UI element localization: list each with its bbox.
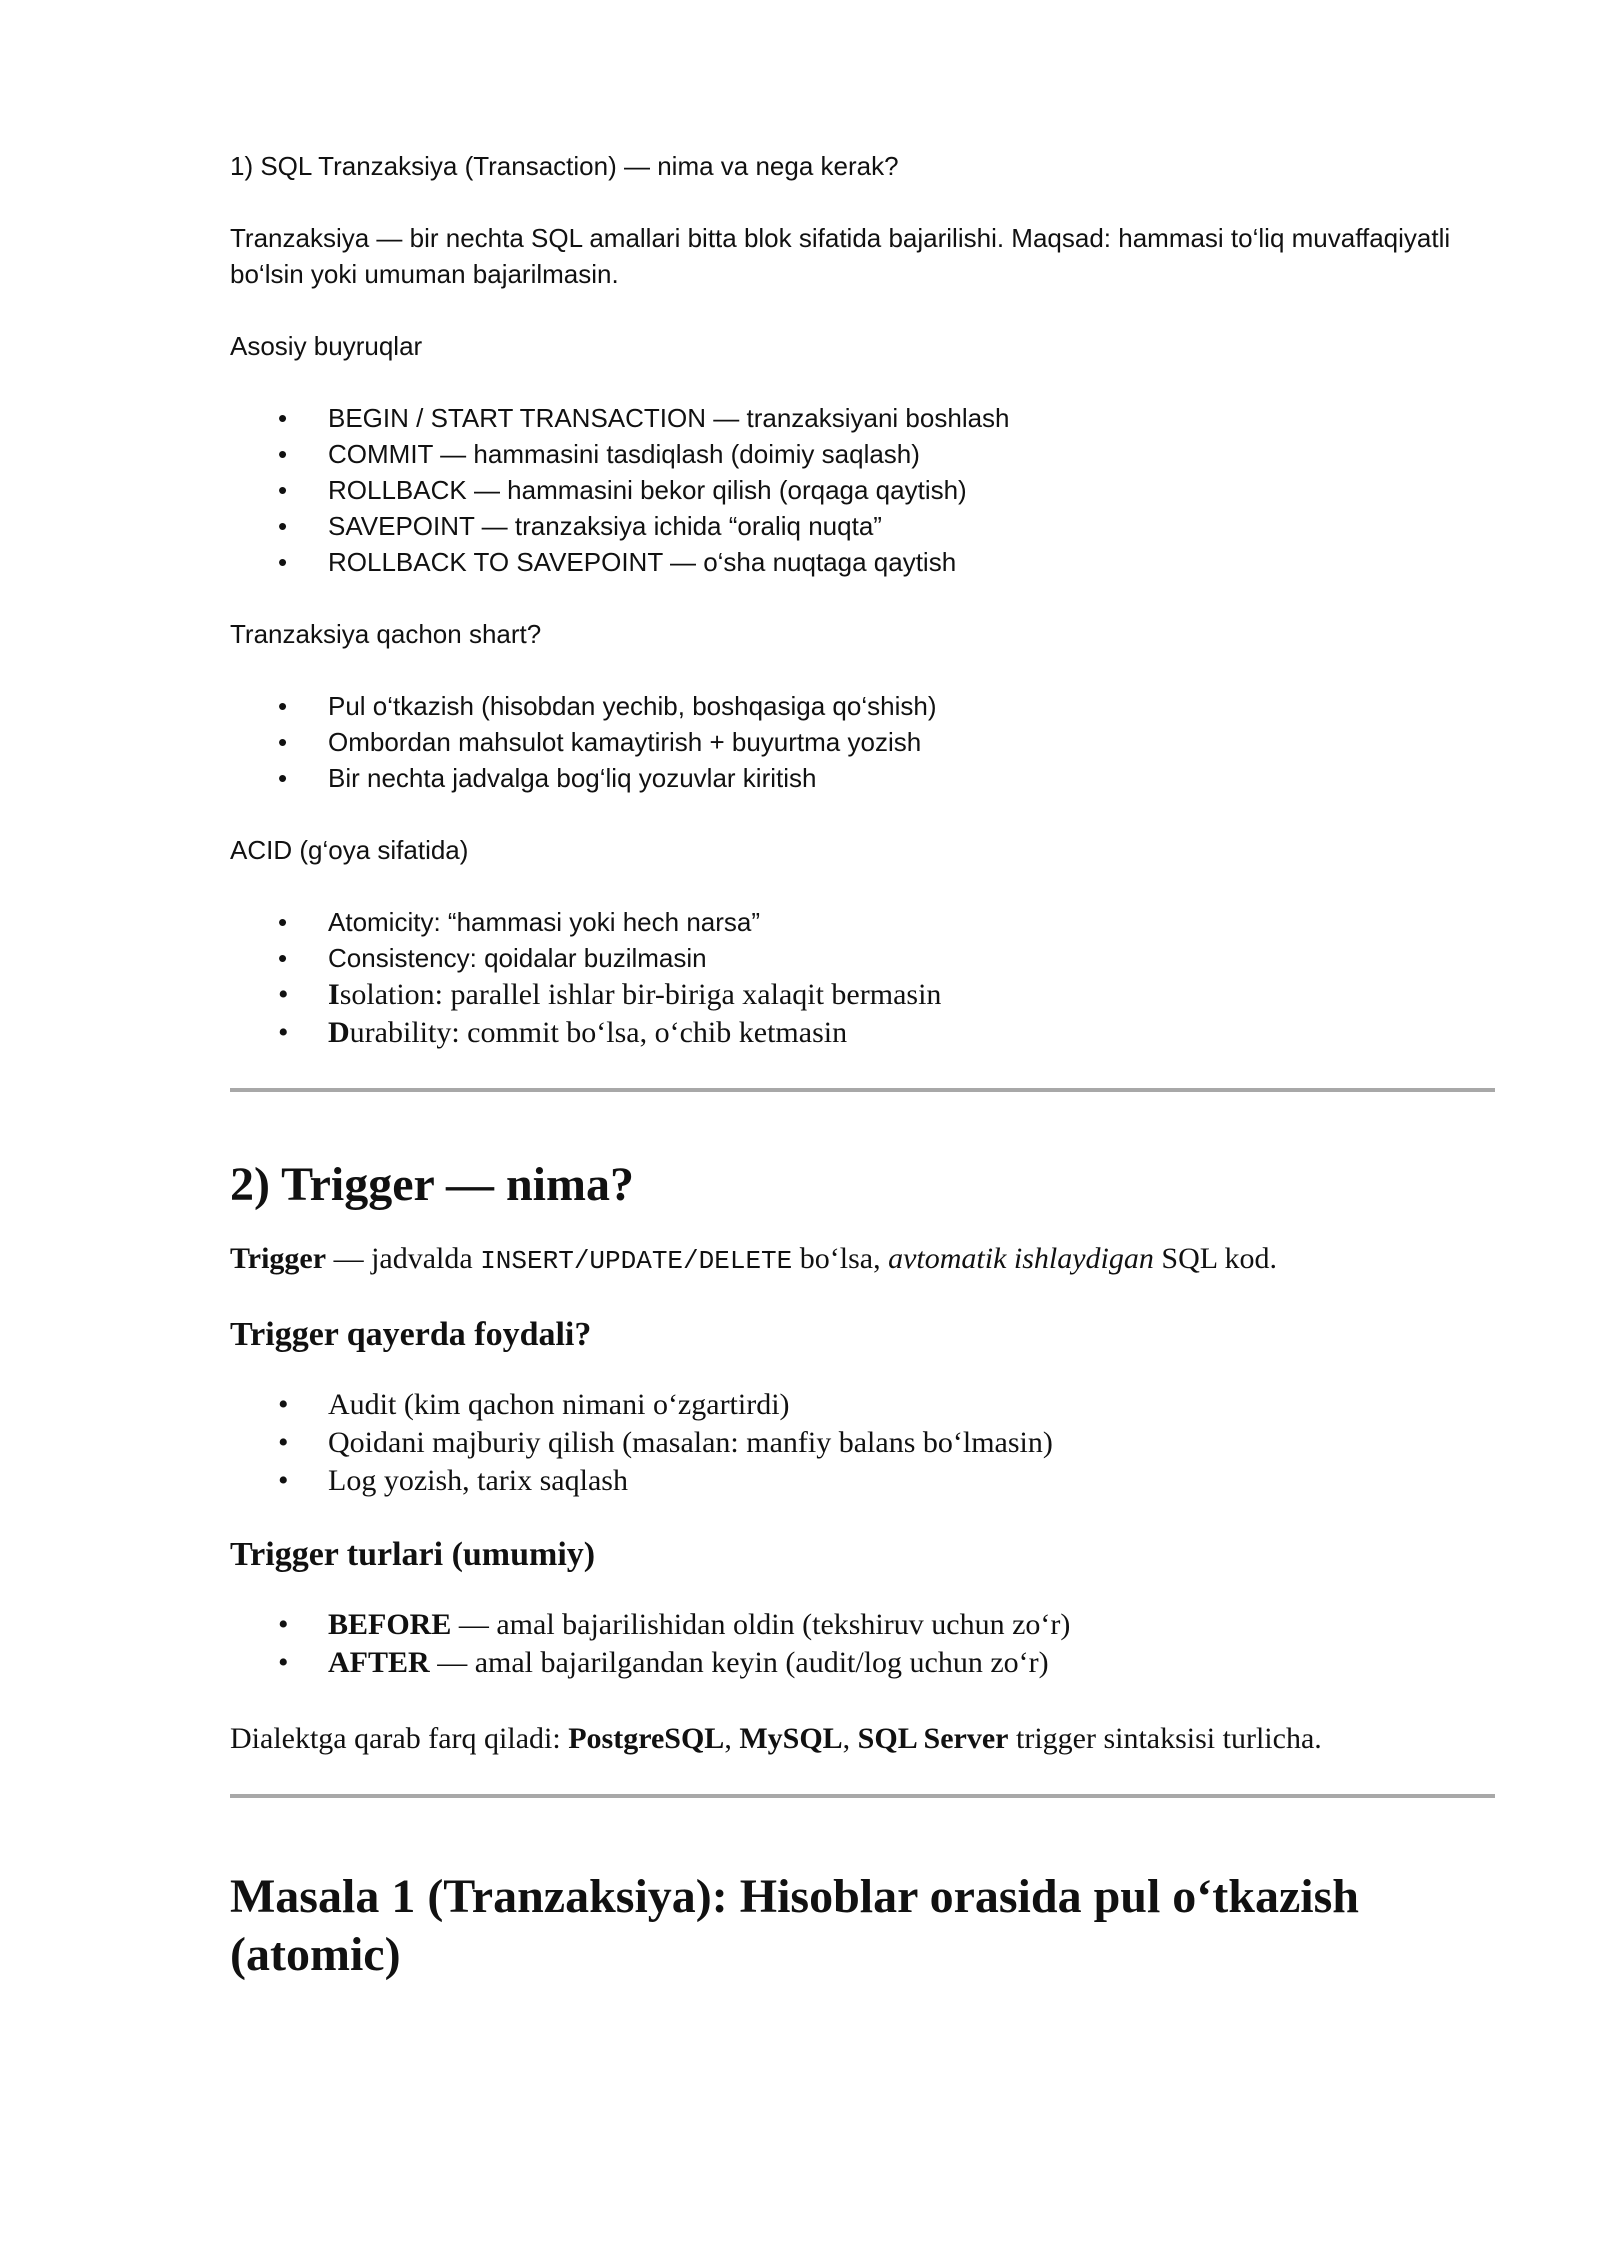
dialect-text: trigger sintaksisi turlicha. xyxy=(1008,1722,1322,1755)
section-transactions xyxy=(230,148,1495,1052)
list-item: • ROLLBACK TO SAVEPOINT — o‘sha nuqtaga qaytish xyxy=(230,544,1495,580)
document-page xyxy=(230,148,1495,1984)
list-item xyxy=(230,1014,1495,1052)
definition-text: — jadvalda xyxy=(326,1242,481,1275)
types-list xyxy=(230,1606,1495,1682)
list-item xyxy=(230,1644,1495,1682)
when-list xyxy=(230,688,1495,796)
acid-rest: urability: commit bo‘lsa, o‘chib ketmasin xyxy=(349,1016,848,1049)
acid-rest: solation: parallel ishlar bir-biriga xalaqit bermasin xyxy=(339,978,942,1011)
dialect-text: , xyxy=(724,1722,740,1755)
list-item: • SAVEPOINT — tranzaksiya ichida “oraliq nuqta” xyxy=(230,508,1495,544)
type-term: AFTER xyxy=(328,1646,430,1679)
dialect-name: SQL Server xyxy=(857,1722,1009,1755)
list-item xyxy=(230,976,1495,1014)
commands-list xyxy=(230,400,1495,580)
useful-heading: Trigger qayerda foydali? xyxy=(230,1316,592,1353)
list-item: • COMMIT — hammasini tasdiqlash (doimiy saqlash) xyxy=(230,436,1495,472)
dialect-name: PostgreSQL xyxy=(568,1722,725,1755)
definition-text: SQL kod. xyxy=(1153,1242,1277,1275)
dialect-text: Dialektga qarab farq qiladi: xyxy=(230,1722,569,1755)
dialect-note xyxy=(230,1720,1495,1758)
list-item: • Bir nechta jadvalga bog‘liq yozuvlar kiritish xyxy=(230,760,1495,796)
section1-intro: Tranzaksiya — bir nechta SQL amallari bitta blok sifatida bajarilishi. Maqsad: hammasi to‘liq muvaffaqiyatli bo‘lsin yoki umuman bajarilmasin. xyxy=(230,223,1451,289)
trigger-definition xyxy=(230,1240,1495,1280)
type-term: BEFORE xyxy=(328,1608,452,1641)
acid-list-serif xyxy=(230,976,1495,1052)
section2-title: 2) Trigger — nima? xyxy=(230,1158,634,1211)
commands-heading: Asosiy buyruqlar xyxy=(230,331,423,361)
list-item xyxy=(230,1606,1495,1644)
list-item: • Consistency: qoidalar buzilmasin xyxy=(230,940,1495,976)
dialect-name: MySQL xyxy=(739,1722,843,1755)
section1-title: 1) SQL Tranzaksiya (Transaction) — nima va nega kerak? xyxy=(230,151,899,181)
section3-title: Masala 1 (Tranzaksiya): Hisoblar orasida pul o‘tkazish (atomic) xyxy=(230,1870,1359,1981)
definition-italic: avtomatik ishlaydigan xyxy=(888,1242,1154,1275)
acid-heading: ACID (g‘oya sifatida) xyxy=(230,835,469,865)
trigger-term: Trigger xyxy=(230,1242,327,1275)
inline-code: INSERT/UPDATE/DELETE xyxy=(480,1246,793,1276)
list-item: • ROLLBACK — hammasini bekor qilish (orqaga qaytish) xyxy=(230,472,1495,508)
type-desc: — amal bajarilgandan keyin (audit/log uchun zo‘r) xyxy=(429,1646,1049,1679)
list-item: • BEGIN / START TRANSACTION — tranzaksiyani boshlash xyxy=(230,400,1495,436)
section-trigger xyxy=(230,1156,1495,1758)
acid-letter: I xyxy=(328,978,340,1011)
list-item: • Audit (kim qachon nimani o‘zgartirdi) xyxy=(230,1386,1495,1424)
dialect-text: , xyxy=(842,1722,858,1755)
list-item: • Qoidani majburiy qilish (masalan: manfiy balans bo‘lmasin) xyxy=(230,1424,1495,1462)
list-item: • Ombordan mahsulot kamaytirish + buyurtma yozish xyxy=(230,724,1495,760)
types-heading: Trigger turlari (umumiy) xyxy=(230,1536,596,1573)
useful-list xyxy=(230,1386,1495,1500)
acid-list xyxy=(230,904,1495,976)
definition-text: bo‘lsa, xyxy=(792,1242,889,1275)
acid-letter: D xyxy=(328,1016,350,1049)
when-heading: Tranzaksiya qachon shart? xyxy=(230,619,542,649)
type-desc: — amal bajarilishidan oldin (tekshiruv uchun zo‘r) xyxy=(451,1608,1071,1641)
list-item: • Atomicity: “hammasi yoki hech narsa” xyxy=(230,904,1495,940)
list-item: • Pul o‘tkazish (hisobdan yechib, boshqasiga qo‘shish) xyxy=(230,688,1495,724)
list-item: • Log yozish, tarix saqlash xyxy=(230,1462,1495,1500)
